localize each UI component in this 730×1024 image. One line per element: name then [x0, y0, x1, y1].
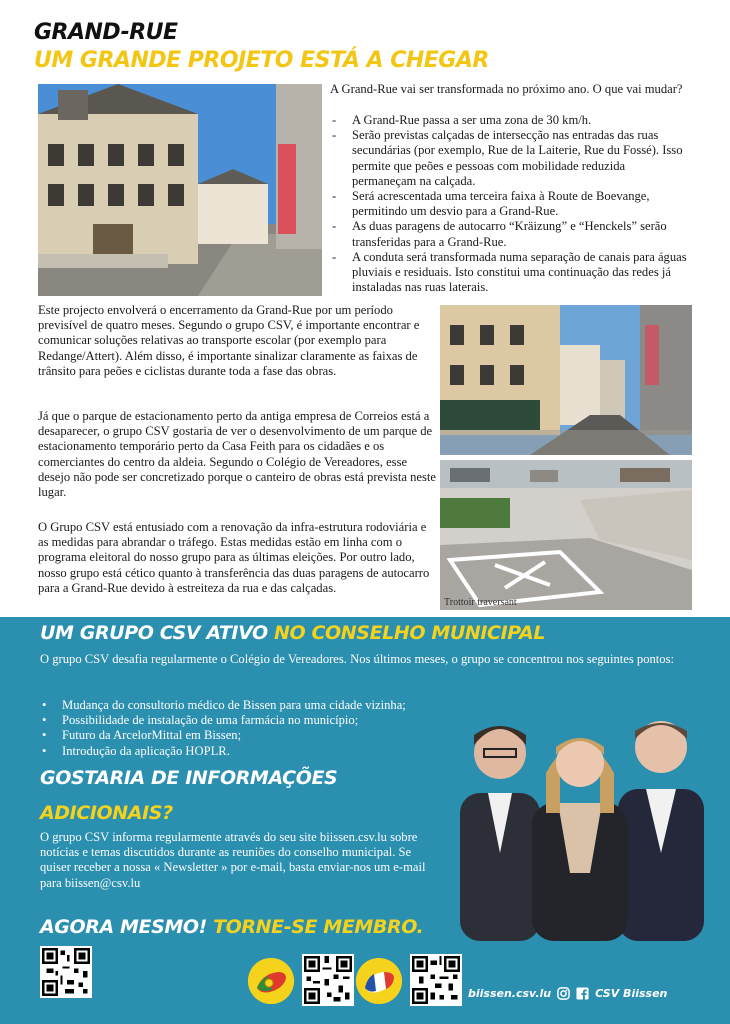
french-flag-icon[interactable] [356, 958, 402, 1004]
cta-yellow: TORNE-SE MEMBRO. [213, 916, 424, 938]
list-item: - A conduta será transformada numa separação de canais para águas pluviais e residuais. Isto constitui uma continuação das redes já instaladas nas ruas laterais. [330, 250, 692, 296]
trottoir-photo [440, 460, 692, 610]
website-link[interactable]: biissen.csv.lu [468, 987, 552, 1000]
cta-white: AGORA MESMO! [40, 916, 207, 938]
list-item: - A Grand-Rue passa a ser uma zona de 30 km/h. [330, 113, 692, 128]
list-item: - Será acrescentada uma terceira faixa à Route de Boevange, permitindo um desvio para a Grand-Rue. [330, 189, 692, 219]
qr-code[interactable] [302, 954, 354, 1006]
paragraph-closure: Este projecto envolverá o encerramento da Grand-Rue por um período previsível de quatro meses. Segundo o grupo CSV, é importante encontrar e comunicar soluções relativas ao transporte escolar (por exemplo para Redange/Attert). Além disso, é importante sinalizar claramente as faixas de trânsito para peões e ciclistas durante toda a fase das obras. [38, 303, 420, 378]
info-heading-line2: ADICIONAIS? [40, 802, 173, 824]
footer [468, 987, 667, 1000]
facebook-icon[interactable] [576, 987, 589, 1000]
qr-code[interactable] [40, 946, 92, 998]
council-intro: O grupo CSV desafia regularmente o Colégio de Vereadores. Nos últimos meses, o grupo se concentrou nos seguintes pontos: [40, 652, 675, 666]
intro-text: A Grand-Rue vai ser transformada no próximo ano. O que vai mudar? [330, 82, 683, 96]
street-photo [440, 305, 692, 455]
qr-code[interactable] [410, 954, 462, 1006]
list-item: • Futuro da ArcelorMittal em Bissen; [40, 728, 460, 743]
council-heading [40, 622, 545, 644]
instagram-icon[interactable] [557, 987, 570, 1000]
photo-caption: Trottoir traversant [444, 597, 517, 608]
council-heading-white: UM GRUPO CSV ATIVO [40, 622, 268, 644]
changes-list [330, 113, 692, 295]
article-title: GRAND-RUE [34, 20, 178, 45]
info-text: O grupo CSV informa regularmente através do seu site biissen.csv.lu sobre notícias e temas discutidos durante as reuniões do conselho municipal. Se quiser receber a nossa « Newsletter » por e-mail, basta enviar-nos um e-mail para biissen@csv.lu [40, 830, 426, 890]
paragraph-renovation: O Grupo CSV está entusiado com a renovação da infra-estrutura rodoviária e as medidas para abrandar o tráfego. Estas medidas estão em linha com o programa eleitoral do nosso grupo para as últimas eleições. Por outro lado, nosso grupo está cético quanto à transferência das duas paragens de autocarro para a Grand-Rue devido à estreiteza da rua e das calçadas. [38, 520, 430, 595]
list-item: • Mudança do consultorio médico de Bissen para uma cidade vizinha; [40, 698, 460, 713]
council-points-list [40, 698, 460, 759]
list-item: • Possibilidade de instalação de uma farmácia no município; [40, 713, 460, 728]
list-item: - Serão previstas calçadas de intersecção nas entradas das ruas secundárias (por exemplo, Rue de la Laiterie, Rue du Fossé). Isso permite que peões e pessoas com mobilidade reduzida permaneçam na calçada. [330, 128, 692, 189]
list-item: • Introdução da aplicação HOPLR. [40, 744, 460, 759]
list-item: - As duas paragens de autocarro “Kräizung” e “Henckels” serão transferidas para a Grand-Rue. [330, 219, 692, 249]
social-handle[interactable]: CSV Biissen [595, 987, 668, 1000]
article-subtitle: UM GRANDE PROJETO ESTÁ A CHEGAR [34, 48, 489, 73]
paragraph-parking: Já que o parque de estacionamento perto da antiga empresa de Correios está a desaparecer, o grupo CSV gostaria de ver o desenvolvimento de um parque de estacionamento temporário perto da Casa Feith para os cidadães e os comerciantes do centro da aldeia. Segundo o Colégio de Vereadores, esse desejo não pode ser concretizado porque o canteiro de obras está prevista neste lugar. [38, 409, 436, 500]
info-heading-line1: GOSTARIA DE INFORMAÇÕES [40, 767, 338, 789]
grand-rue-photo [38, 84, 322, 296]
portuguese-flag-icon[interactable] [248, 958, 294, 1004]
council-heading-yellow: NO CONSELHO MUNICIPAL [274, 622, 546, 644]
team-photo [450, 703, 710, 941]
cta-heading [40, 916, 423, 938]
